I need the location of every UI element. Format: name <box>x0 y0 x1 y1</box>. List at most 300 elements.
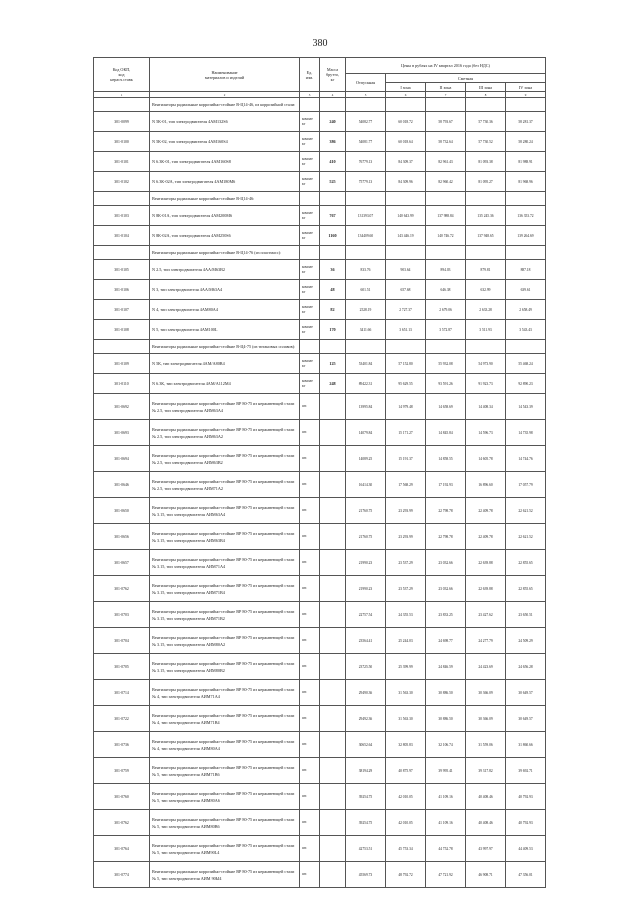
cell-code: 301-0693 <box>94 420 150 446</box>
cell-mass <box>320 836 346 862</box>
cell-p4: 91 923.73 <box>466 374 506 394</box>
cell-mass <box>320 602 346 628</box>
cell-unit: шт. <box>300 524 320 550</box>
cell-code <box>94 98 150 112</box>
cell-p4: 137 948.65 <box>466 226 506 246</box>
cell-unit: компле кт <box>300 280 320 300</box>
cell-p4: 57 730.36 <box>466 112 506 132</box>
cell-p5: 30 649.57 <box>506 706 546 732</box>
cell-unit: шт. <box>300 758 320 784</box>
cell-code: 301-0109 <box>94 354 150 374</box>
cell-p5: 24 656.28 <box>506 654 546 680</box>
cell-p2: 40 875.97 <box>386 758 426 784</box>
cell-code: 301-0657 <box>94 550 150 576</box>
cell-p5: 14 744.76 <box>506 446 546 472</box>
cell-code: 301-0103 <box>94 206 150 226</box>
cell-p2 <box>386 98 426 112</box>
cell-mass <box>320 706 346 732</box>
cell-p5: 40 792.93 <box>506 810 546 836</box>
table-row <box>94 550 546 576</box>
header-zone-4: IV зона <box>506 83 546 92</box>
cell-mass <box>320 420 346 446</box>
table-row <box>94 300 546 320</box>
cell-p3: 14 858.55 <box>426 446 466 472</box>
cell-p4: 14 605.78 <box>466 446 506 472</box>
cell-p1: 14079.84 <box>346 420 386 446</box>
cell-p5: 58 281.37 <box>506 112 546 132</box>
cell-name: N 5К, тип электродвигателя 4АМ/А80В4 <box>150 354 300 374</box>
cell-mass: 170 <box>320 320 346 340</box>
cell-unit: компле кт <box>300 320 320 340</box>
cell-p5: 81 988.91 <box>506 152 546 172</box>
cell-mass <box>320 550 346 576</box>
cell-p4: 31 559.06 <box>466 732 506 758</box>
cell-p4: 46 908.71 <box>466 862 506 888</box>
cell-p1: 54081.77 <box>346 132 386 152</box>
cell-p2: 25 244.03 <box>386 628 426 654</box>
cell-unit: шт. <box>300 498 320 524</box>
cell-p5: 139 264.69 <box>506 226 546 246</box>
cell-p5: 14 543.39 <box>506 394 546 420</box>
cell-p3: 93 591.26 <box>426 374 466 394</box>
cell-name: N 5К-02, тип электродвигателя 4АМ160S4 <box>150 132 300 152</box>
cell-name: Вентиляторы радиальные коррозийно-стойкие В-Ц4-75 (из титановых сплавов): <box>150 340 300 354</box>
cell-p3: 82 961.43 <box>426 152 466 172</box>
cell-name: N 5, тип электродвигателя 4АМ100L <box>150 320 300 340</box>
cell-unit: компле кт <box>300 260 320 280</box>
cell-p2: 23 293.99 <box>386 524 426 550</box>
table-row <box>94 112 546 132</box>
cell-p4: 24 423.69 <box>466 654 506 680</box>
cell-p5: 92 890.23 <box>506 374 546 394</box>
cell-code: 301-0656 <box>94 524 150 550</box>
cell-unit: шт. <box>300 654 320 680</box>
cell-p1: 21760.75 <box>346 498 386 524</box>
cell-name: Вентиляторы радиальные коррозийно-стойкие В-Ц14-46: <box>150 192 300 206</box>
cell-p4: 81 095.27 <box>466 172 506 192</box>
cell-p5: 23 650.51 <box>506 602 546 628</box>
cell-unit: шт. <box>300 446 320 472</box>
cell-name: Вентиляторы радиальные коррозийно-стойкие ВР 80-75 из нержавеющей стали № 3.15, тип электродвигателя АИМ63В4 <box>150 524 300 550</box>
cell-p5: 30 649.57 <box>506 680 546 706</box>
table-row <box>94 446 546 472</box>
cell-code: 301-0646 <box>94 472 150 498</box>
cell-mass <box>320 680 346 706</box>
cell-p4: 57 730.52 <box>466 132 506 152</box>
header-zone-3: III зона <box>466 83 506 92</box>
cell-code: 301-0107 <box>94 300 150 320</box>
cell-mass <box>320 862 346 888</box>
cell-p4: 39 317.82 <box>466 758 506 784</box>
cell-p4 <box>466 98 506 112</box>
cell-mass <box>320 192 346 206</box>
cell-p1: 39254.75 <box>346 810 386 836</box>
cell-name: Вентиляторы радиальные коррозийно-стойкие ВР 80-75 из нержавеющей стали № 2.5, тип электродвигателя АИМ63В2 <box>150 446 300 472</box>
cell-p4: 54 973.90 <box>466 354 506 374</box>
cell-p3: 82 960.42 <box>426 172 466 192</box>
cell-p4: 23 427.62 <box>466 602 506 628</box>
table-row <box>94 524 546 550</box>
table-row <box>94 732 546 758</box>
cell-name: Вентиляторы радиальные коррозийно-стойкие ВР 80-75 из нержавеющей стали № 5, тип электродвигателя АИМ90L4 <box>150 836 300 862</box>
cell-name: Вентиляторы радиальные коррозийно-стойкие ВР 80-75 из нержавеющей стали № 2.5, тип электродвигателя АИМ71А2 <box>150 472 300 498</box>
table-row <box>94 394 546 420</box>
cell-p5: 39 692.71 <box>506 758 546 784</box>
cell-p5 <box>506 98 546 112</box>
cell-p5: 14 735.98 <box>506 420 546 446</box>
table-row <box>94 260 546 280</box>
cell-name: N 3, тип электродвигателя 4АА/М63А4 <box>150 280 300 300</box>
cell-p3: 41 109.16 <box>426 810 466 836</box>
cell-mass: 248 <box>320 374 346 394</box>
cell-p1: 21990.23 <box>346 550 386 576</box>
cell-p5: 22 621.52 <box>506 498 546 524</box>
cell-p4: 22 409.78 <box>466 498 506 524</box>
cell-mass <box>320 732 346 758</box>
cell-p3: 39 995.41 <box>426 758 466 784</box>
cell-p2: 95 629.55 <box>386 374 426 394</box>
cell-p5: 2 658.49 <box>506 300 546 320</box>
table-row <box>94 810 546 836</box>
cell-name: Вентиляторы радиальные коррозийно-стойкие ВР 80-75 из нержавеющей стали № 5, тип электродвигателя АИМ80А6 <box>150 784 300 810</box>
table-row <box>94 862 546 888</box>
cell-p5: 55 468.24 <box>506 354 546 374</box>
cell-p2: 84 309.37 <box>386 152 426 172</box>
cell-unit: компле кт <box>300 132 320 152</box>
cell-unit: шт. <box>300 628 320 654</box>
cell-unit <box>300 340 320 354</box>
cell-p3: 30 886.50 <box>426 706 466 732</box>
cell-p4: 2 633.28 <box>466 300 506 320</box>
cell-code: 301-0762 <box>94 576 150 602</box>
cell-mass: 125 <box>320 354 346 374</box>
cell-p5: 47 356.01 <box>506 862 546 888</box>
cell-name: Вентиляторы радиальные коррозийно-стойкие ВР 80-75 из нержавеющей стали № 5, тип электродвигателя АИМ80В6 <box>150 810 300 836</box>
cell-mass: 1160 <box>320 226 346 246</box>
cell-p3: 23 032.66 <box>426 576 466 602</box>
cell-p1 <box>346 192 386 206</box>
cell-p2: 15 171.27 <box>386 420 426 446</box>
cell-p5: 136 353.72 <box>506 206 546 226</box>
cell-p2: 32 805.83 <box>386 732 426 758</box>
cell-p2: 42 010.05 <box>386 810 426 836</box>
cell-p1: 833.76 <box>346 260 386 280</box>
cell-unit: шт. <box>300 472 320 498</box>
cell-code: 301-0774 <box>94 862 150 888</box>
cell-p5: 40 792.93 <box>506 784 546 810</box>
cell-name: Вентиляторы радиальные коррозийно-стойкие ВР 80-75 из нержавеющей стали № 2.5, тип электродвигателя АИМ63А2 <box>150 420 300 446</box>
cell-mass <box>320 758 346 784</box>
cell-code: 301-0762 <box>94 810 150 836</box>
cell-p2: 143 446.19 <box>386 226 426 246</box>
cell-unit: шт. <box>300 394 320 420</box>
cell-p1: 76779.13 <box>346 152 386 172</box>
cell-p3: 44 752.78 <box>426 836 466 862</box>
cell-p2: 140 643.99 <box>386 206 426 226</box>
cell-unit: шт. <box>300 420 320 446</box>
cell-name: N 5К-01, тип электродвигателя 4АМ132S6 <box>150 112 300 132</box>
cell-p1: 75779.13 <box>346 172 386 192</box>
cell-p2: 23 537.29 <box>386 550 426 576</box>
cell-code: 301-0694 <box>94 446 150 472</box>
cell-mass <box>320 628 346 654</box>
cell-unit: шт. <box>300 810 320 836</box>
cell-name: Вентиляторы радиальные коррозийно-стойкие ВР 80-75 из нержавеющей стали № 5, тип электродвигателя АИМ71В6 <box>150 758 300 784</box>
cell-p1 <box>346 340 386 354</box>
cell-unit: компле кт <box>300 374 320 394</box>
cell-mass: 82 <box>320 300 346 320</box>
cell-p3: 58 793.67 <box>426 112 466 132</box>
cell-code: 301-0759 <box>94 758 150 784</box>
cell-code: 301-0108 <box>94 320 150 340</box>
cell-p4: 3 511.93 <box>466 320 506 340</box>
cell-unit: компле кт <box>300 206 320 226</box>
cell-p5 <box>506 246 546 260</box>
cell-p1: 29492.36 <box>346 706 386 732</box>
cell-p5: 22 855.65 <box>506 576 546 602</box>
cell-mass: 525 <box>320 172 346 192</box>
cell-p2: 60 018.72 <box>386 112 426 132</box>
cell-code: 301-0099 <box>94 112 150 132</box>
cell-name: Вентиляторы радиальные коррозийно-стойкие ВР 80-75 из нержавеющей стали № 5, тип электродвигателя АИМ 90Ы4 <box>150 862 300 888</box>
cell-mass: 386 <box>320 132 346 152</box>
cell-p2: 23 537.29 <box>386 576 426 602</box>
cell-p1: 14089.25 <box>346 446 386 472</box>
cell-p3: 23 833.25 <box>426 602 466 628</box>
cell-p2: 17 568.29 <box>386 472 426 498</box>
cell-p1: 3411.66 <box>346 320 386 340</box>
cell-p3: 47 721.92 <box>426 862 466 888</box>
header-code: Код ОКП, код нерасч.ставк <box>94 58 150 92</box>
cell-name: N 6.3К, тип электродвигателя 4АМ/А112М4 <box>150 374 300 394</box>
header-estimate: Сметная <box>386 74 546 83</box>
cell-code: 301-0100 <box>94 132 150 152</box>
cell-code <box>94 246 150 260</box>
cell-code: 301-0106 <box>94 280 150 300</box>
cell-name: Вентиляторы радиальные коррозийно-стойкие В-Ц14-46, из коррозийной стали: <box>150 98 300 112</box>
table-row <box>94 654 546 680</box>
cell-p2 <box>386 192 426 206</box>
cell-p2: 25 399.99 <box>386 654 426 680</box>
cell-p2: 15 191.37 <box>386 446 426 472</box>
cell-p3: 22 798.78 <box>426 524 466 550</box>
cell-p5: 17 057.79 <box>506 472 546 498</box>
cell-p2: 31 563.30 <box>386 706 426 732</box>
cell-p5: 3 543.43 <box>506 320 546 340</box>
cell-p5: 639.61 <box>506 280 546 300</box>
cell-mass: 767 <box>320 206 346 226</box>
cell-p1: 21990.23 <box>346 576 386 602</box>
table-row <box>94 758 546 784</box>
cell-p1: 23725.50 <box>346 654 386 680</box>
cell-name: Вентиляторы радиальные коррозийно-стойкие В-Ц14-76 (из пластмасс): <box>150 246 300 260</box>
table-row <box>94 706 546 732</box>
cell-mass <box>320 340 346 354</box>
cell-p3: 30 886.50 <box>426 680 466 706</box>
cell-code: 301-0650 <box>94 498 150 524</box>
cell-p1: 45569.73 <box>346 862 386 888</box>
cell-unit: шт. <box>300 862 320 888</box>
cell-p1: 13995.84 <box>346 394 386 420</box>
cell-p3 <box>426 340 466 354</box>
cell-p3: 24 698.77 <box>426 628 466 654</box>
cell-p2: 23 293.99 <box>386 498 426 524</box>
cell-unit <box>300 98 320 112</box>
cell-code: 301-0102 <box>94 172 150 192</box>
cell-p5: 887.18 <box>506 260 546 280</box>
cell-p4: 14 596.73 <box>466 420 506 446</box>
cell-name: N 8К-02А, тип электродвигателя 4АМ250S6 <box>150 226 300 246</box>
cell-p4: 22 639.88 <box>466 576 506 602</box>
cell-p2: 2 727.37 <box>386 300 426 320</box>
cell-p3: 894.03 <box>426 260 466 280</box>
cell-p4: 22 639.88 <box>466 550 506 576</box>
cell-code: 301-0703 <box>94 602 150 628</box>
table-row <box>94 280 546 300</box>
cell-p2: 84 309.96 <box>386 172 426 192</box>
cell-p3: 23 032.66 <box>426 550 466 576</box>
cell-p2: 14 979.48 <box>386 394 426 420</box>
cell-p4: 81 093.38 <box>466 152 506 172</box>
header-zone-2: II зона <box>426 83 466 92</box>
cell-p4: 22 409.78 <box>466 524 506 550</box>
cell-p2: 45 753.34 <box>386 836 426 862</box>
cell-p2: 657.68 <box>386 280 426 300</box>
cell-name: Вентиляторы радиальные коррозийно-стойкие ВР 80-75 из нержавеющей стали № 3.15, тип электродвигателя АИМ63А4 <box>150 498 300 524</box>
cell-p3: 41 109.16 <box>426 784 466 810</box>
cell-p4: 30 366.09 <box>466 680 506 706</box>
cell-name: N 6.3К-02А, тип электродвигателя 4АМ180М6 <box>150 172 300 192</box>
header-zone-1: I зона <box>386 83 426 92</box>
cell-unit: шт. <box>300 732 320 758</box>
table-row <box>94 602 546 628</box>
table-row <box>94 374 546 394</box>
table-row <box>94 498 546 524</box>
cell-unit: компле кт <box>300 354 320 374</box>
cell-name: Вентиляторы радиальные коррозийно-стойкие ВР 80-75 из нержавеющей стали № 4, тип электродвигателя АИМ71В4 <box>150 706 300 732</box>
cell-p1: 53401.84 <box>346 354 386 374</box>
cell-mass <box>320 472 346 498</box>
cell-p3: 2 679.06 <box>426 300 466 320</box>
cell-mass <box>320 98 346 112</box>
cell-p1 <box>346 246 386 260</box>
cell-code: 301-0105 <box>94 260 150 280</box>
cell-code: 301-0714 <box>94 680 150 706</box>
header-prices: Цены в рублях на IV квартал 2016 года (без НДС) <box>346 58 546 74</box>
cell-code: 301-0104 <box>94 226 150 246</box>
cell-p1: 89422.31 <box>346 374 386 394</box>
cell-p3: 14 845.84 <box>426 420 466 446</box>
header-name: Наименование материалов и изделий <box>150 58 300 92</box>
cell-code: 301-0722 <box>94 706 150 732</box>
cell-mass: 48 <box>320 280 346 300</box>
table-row <box>94 680 546 706</box>
group-header-row <box>94 340 546 354</box>
cell-p2: 57 152.80 <box>386 354 426 374</box>
cell-mass <box>320 394 346 420</box>
cell-p5: 58 280.24 <box>506 132 546 152</box>
cell-mass <box>320 524 346 550</box>
cell-p5 <box>506 340 546 354</box>
cell-code: 301-0704 <box>94 628 150 654</box>
cell-p4 <box>466 192 506 206</box>
cell-p4: 40 408.46 <box>466 810 506 836</box>
cell-name: Вентиляторы радиальные коррозийно-стойкие ВР 80-75 из нержавеющей стали № 3.15, тип электродвигателя АИМ71В4 <box>150 576 300 602</box>
cell-p5: 44 409.53 <box>506 836 546 862</box>
cell-code <box>94 340 150 354</box>
cell-name: Вентиляторы радиальные коррозийно-стойкие ВР 80-75 из нержавеющей стали № 4, тип электродвигателя АИМ80А4 <box>150 732 300 758</box>
cell-p2 <box>386 246 426 260</box>
cell-p1: 54082.77 <box>346 112 386 132</box>
cell-p5: 22 621.52 <box>506 524 546 550</box>
cell-p4: 879.81 <box>466 260 506 280</box>
cell-p1: 601.51 <box>346 280 386 300</box>
cell-p1: 21760.75 <box>346 524 386 550</box>
page-number: 380 <box>312 38 328 49</box>
cell-p4: 632.99 <box>466 280 506 300</box>
table-row <box>94 420 546 446</box>
cell-p1: 38194.29 <box>346 758 386 784</box>
cell-mass <box>320 810 346 836</box>
cell-p4: 16 896.60 <box>466 472 506 498</box>
table-row <box>94 320 546 340</box>
table-row <box>94 836 546 862</box>
cell-p1: 131393.07 <box>346 206 386 226</box>
cell-unit: шт. <box>300 680 320 706</box>
table-row <box>94 206 546 226</box>
table-row <box>94 472 546 498</box>
cell-code <box>94 192 150 206</box>
cell-mass: 240 <box>320 112 346 132</box>
cell-p3: 17 192.93 <box>426 472 466 498</box>
cell-p1: 22757.54 <box>346 602 386 628</box>
cell-p2: 60 018.64 <box>386 132 426 152</box>
table-row <box>94 784 546 810</box>
cell-name: N 8К-01А, тип электродвигателя 4АМ200М6 <box>150 206 300 226</box>
cell-unit: компле кт <box>300 300 320 320</box>
cell-code: 301-0736 <box>94 732 150 758</box>
cell-p5: 22 855.65 <box>506 550 546 576</box>
cell-unit: компле кт <box>300 172 320 192</box>
cell-code: 301-0705 <box>94 654 150 680</box>
column-numbers-row: 1 2 3 4 5 6 7 8 9 <box>94 92 546 98</box>
cell-code: 301-0692 <box>94 394 150 420</box>
cell-unit: компле кт <box>300 226 320 246</box>
cell-code: 301-0101 <box>94 152 150 172</box>
cell-unit: шт. <box>300 706 320 732</box>
cell-code: 301-0110 <box>94 374 150 394</box>
cell-p1: 134409.60 <box>346 226 386 246</box>
cell-p1: 2528.19 <box>346 300 386 320</box>
header-mass: Масса брутто, кг <box>320 58 346 92</box>
cell-p3: 58 732.64 <box>426 132 466 152</box>
cell-name: N 2.5, тип электродвигателя 4АА/М63В2 <box>150 260 300 280</box>
cell-p2: 3 651.13 <box>386 320 426 340</box>
cell-name: N 4, тип электродвигателя 4АМ80А4 <box>150 300 300 320</box>
cell-unit: шт. <box>300 576 320 602</box>
cell-p1: 39254.75 <box>346 784 386 810</box>
cell-mass <box>320 498 346 524</box>
cell-p1: 23564.41 <box>346 628 386 654</box>
cell-p4 <box>466 340 506 354</box>
cell-unit: шт. <box>300 836 320 862</box>
cell-unit: шт. <box>300 784 320 810</box>
cell-unit <box>300 246 320 260</box>
cell-p1: 30652.64 <box>346 732 386 758</box>
price-table <box>93 57 546 888</box>
cell-unit: компле кт <box>300 112 320 132</box>
cell-mass <box>320 784 346 810</box>
